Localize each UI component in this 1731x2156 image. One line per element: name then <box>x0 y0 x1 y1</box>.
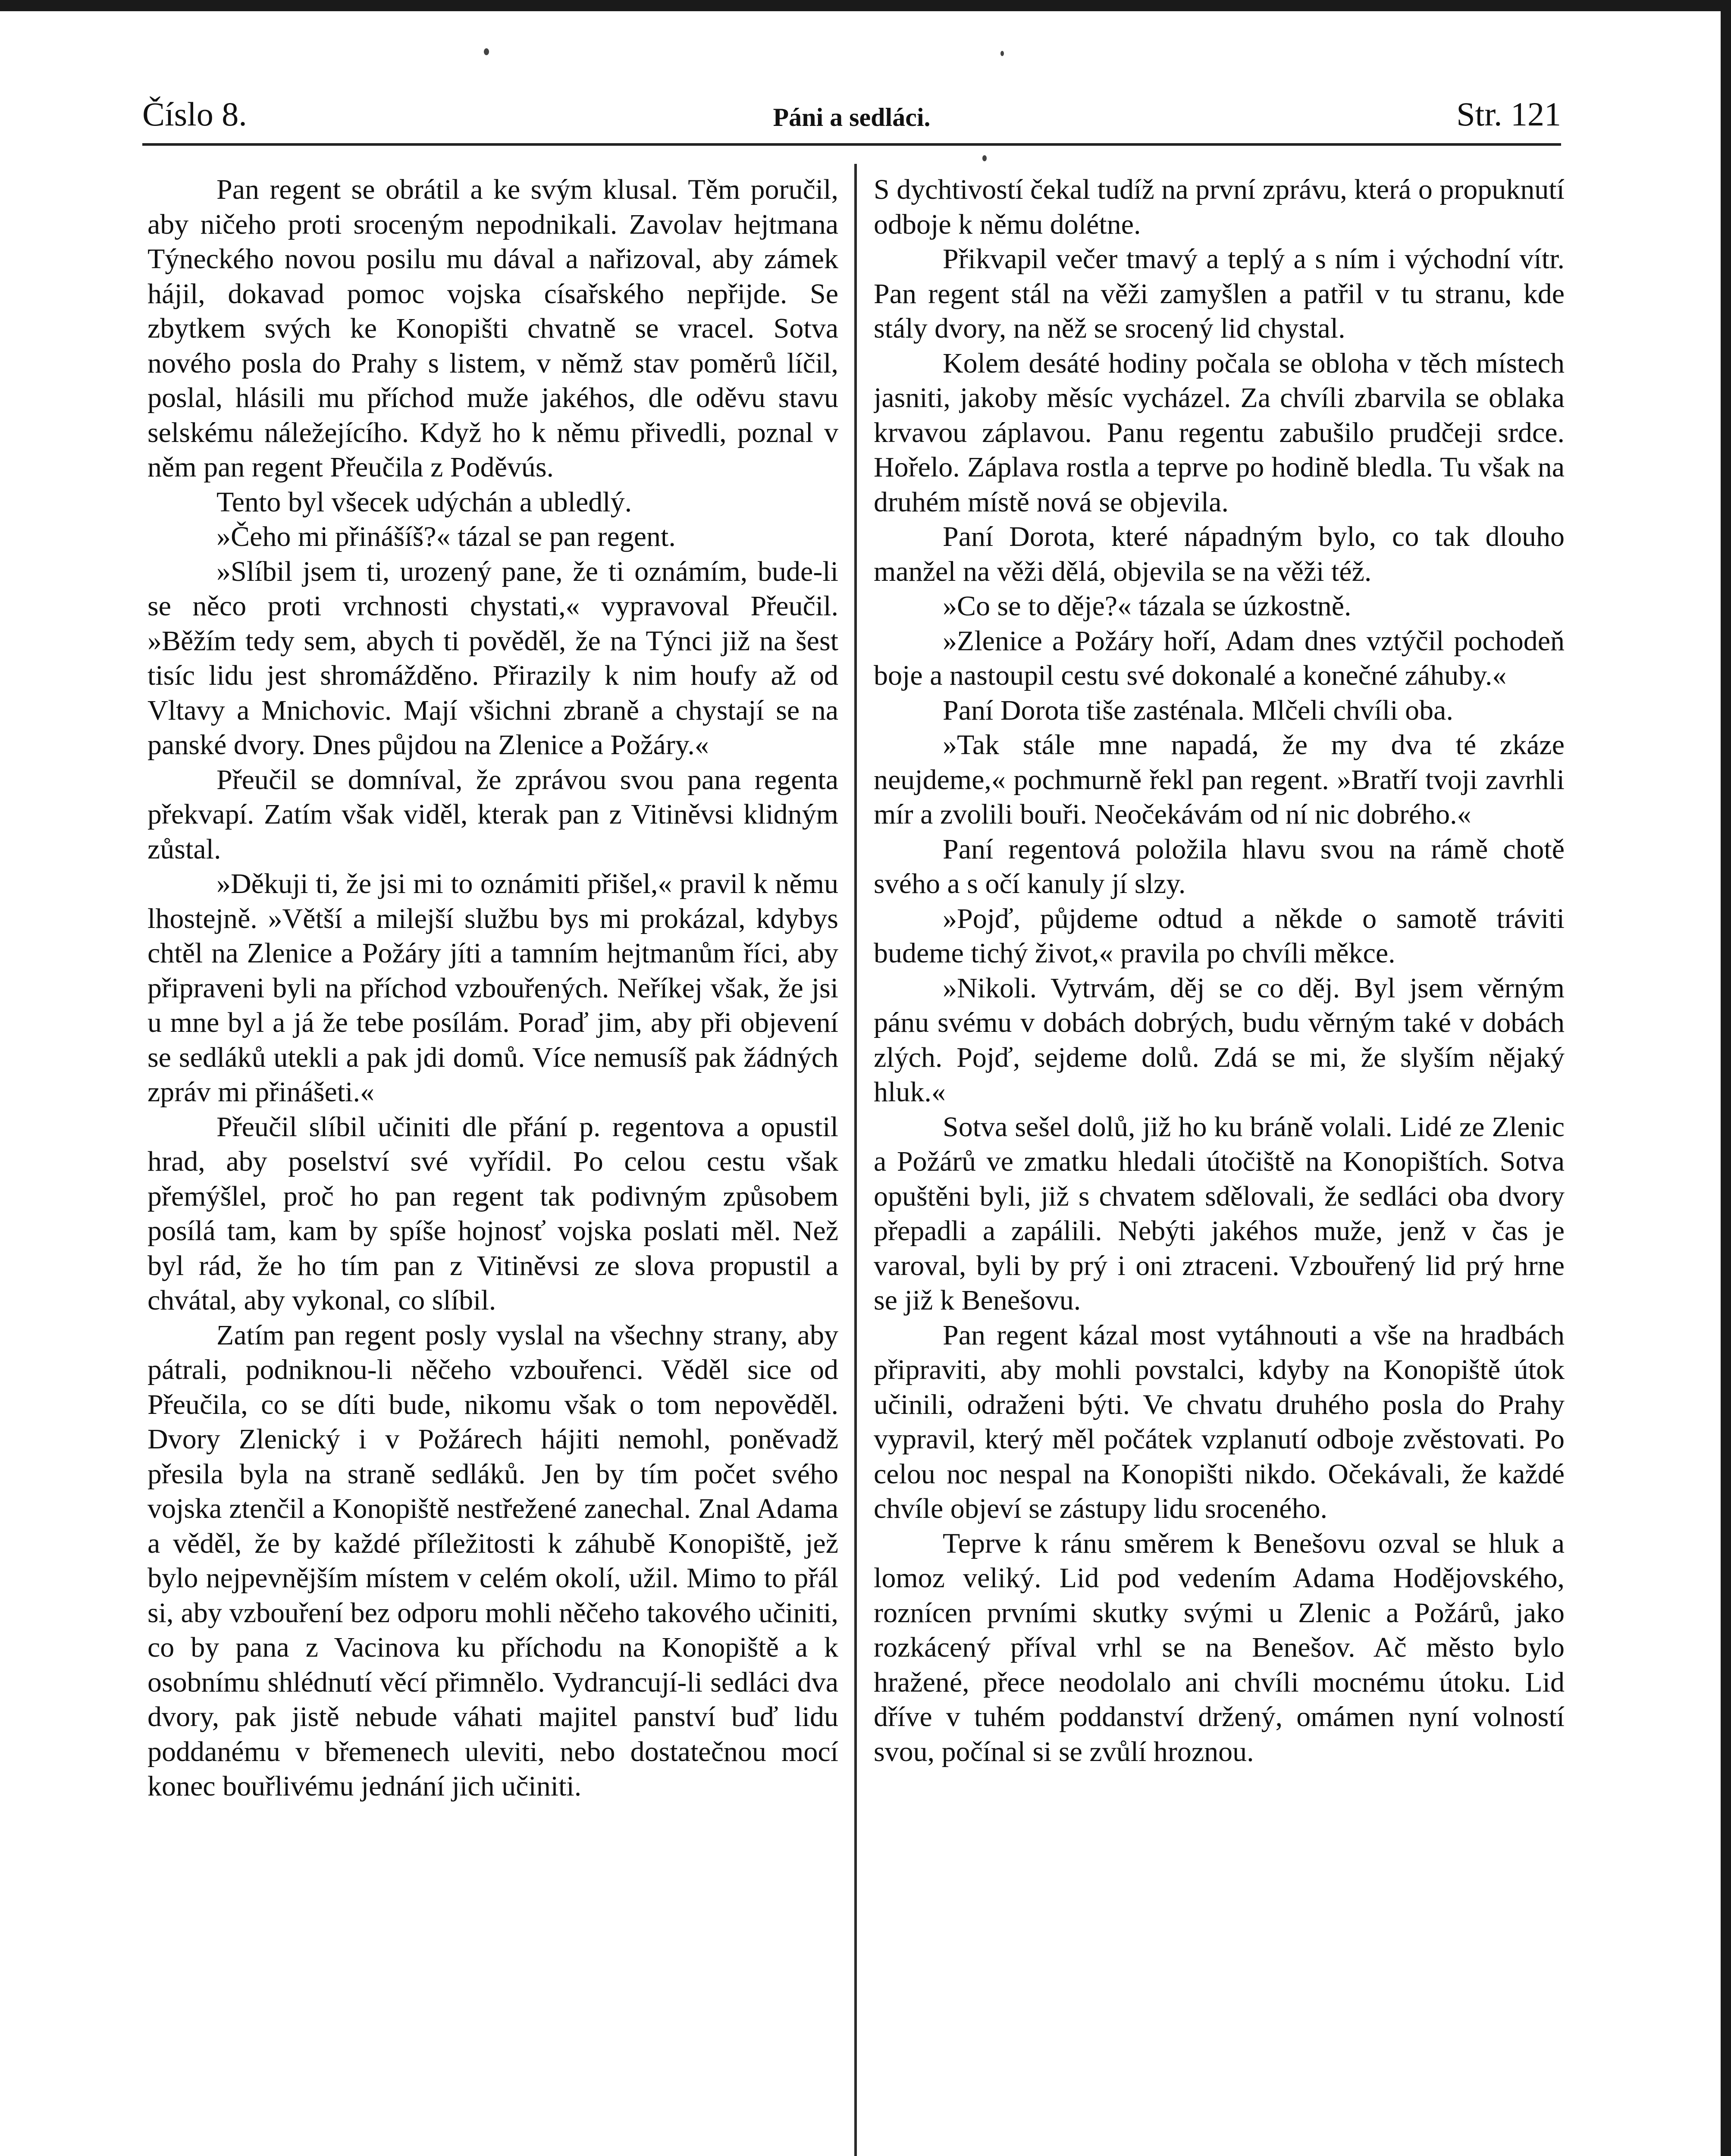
header-rule <box>142 143 1561 146</box>
paragraph: Přeučil slíbil učiniti dle přání p. regentova a opustil hrad, aby poselství své vyřídil. Po celou cestu však přemýšlel, proč ho pan regent tak podivným způsobem posílá tam, kam by spíše hojnosť vojska poslati měl. Než byl rád, že ho tím pan z Vitiněvsi ze slova propustil a chvátal, aby vykonal, co slíbil. <box>147 1111 838 1316</box>
paragraph: »Zlenice a Požáry hoří, Adam dnes vztýčil pochodeň boje a nastoupil cestu své dokonalé a konečné záhuby.« <box>874 625 1565 691</box>
scan-speck <box>1000 51 1004 56</box>
paragraph: »Slíbil jsem ti, urozený pane, že ti oznámím, bude-li se něco proti vrchnosti chystati,« vypravoval Přeučil. »Běžím tedy sem, abych ti pověděl, že na Týnci již na šest tisíc lidu jest shromážděno. Přirazily k nim houfy až od Vltavy a Mnichovic. Mají všichni zbraně a chystají se na panské dvory. Dnes půjdou na Zlenice a Požáry.« <box>147 555 838 761</box>
scan-edge-top <box>0 0 1731 11</box>
page-number: Str. 121 <box>1456 95 1561 133</box>
paragraph: Paní regentová položila hlavu svou na rámě chotě svého a s očí kanuly jí slzy. <box>874 833 1565 899</box>
paragraph: S dychtivostí čekal tudíž na první zprávu, která o propuknutí odboje k němu dolétne. <box>874 174 1565 240</box>
paragraph: Tento byl všecek udýchán a ubledlý. <box>216 486 632 518</box>
paragraph: Paní Dorota, které nápadným bylo, co tak dlouho manžel na věži dělá, objevila se na věži též. <box>874 521 1565 587</box>
paragraph: Přikvapil večer tmavý a teplý a s ním i východní vítr. Pan regent stál na věži zamyšlen a patřil v tu stranu, kde stály dvory, na něž se srocený lid chystal. <box>874 243 1565 344</box>
running-title: Páni a sedláci. <box>773 103 931 132</box>
paragraph: »Co se to děje?« tázala se úzkostně. <box>943 590 1352 622</box>
paragraph: Paní Dorota tiše zasténala. Mlčeli chvíli oba. <box>943 694 1453 726</box>
column-divider <box>854 164 857 2156</box>
paragraph: Zatím pan regent posly vyslal na všechny strany, aby pátrali, podniknou-li něčeho vzbouřenci. Věděl sice od Přeučila, co se díti bude, nikomu však o tom nepověděl. Dvory Zlenický i v Požárech hájiti nemohl, poněvadž přesila byla na straně sedláků. Jen by tím počet svého vojska ztenčil a Konopiště nestřežené zanechal. Znal Adama a věděl, že by každé příležitosti k záhubě Konopiště, jež bylo nejpevnějším místem v celém okolí, užil. Mimo to přál si, aby vzbouření bez odporu mohli něčeho takového učiniti, co by pana z Vacinova ku příchodu na Konopiště a k osobnímu shlédnutí věcí přimnělo. Vydrancují-li sedláci dva dvory, pak jistě nebude váhati majitel panství buď lidu poddanému v břemenech uleviti, nebo dostatečnou mocí konec bouřlivému jednání jich učiniti. <box>147 1319 838 1802</box>
right-column <box>874 172 1565 2156</box>
paragraph: »Děkuji ti, že jsi mi to oznámiti přišel,« pravil k němu lhostejně. »Větší a milejší službu bys mi prokázal, kdybys chtěl na Zlenice a Požáry jíti a tamním hejtmanům říci, aby připraveni byli na příchod vzbouřených. Neříkej však, že jsi u mne byl a já že tebe posílám. Poraď jim, aby při objevení se sedláků utekli a pak jdi domů. Více nemusíš pak žádných zpráv mi přinášeti.« <box>147 868 838 1108</box>
issue-number: Číslo 8. <box>142 95 247 133</box>
paragraph: Kolem desáté hodiny počala se obloha v těch místech jasniti, jakoby měsíc vycházel. Za chvíli zbarvila se oblaka krvavou záplavou. Panu regentu zabušilo prudčeji srdce. Hořelo. Záplava rostla a teprve po hodině bledla. Tu však na druhém místě nová se objevila. <box>874 347 1565 518</box>
paragraph: Pan regent se obrátil a ke svým klusal. Těm poručil, aby ničeho proti sroceným nepodnikali. Zavolav hejtmana Týneckého novou posilu mu dával a nařizoval, aby zámek hájil, dokavad pomoc vojska císařského nepřijde. Se zbytkem svých ke Konopišti chvatně se vracel. Sotva nového posla do Prahy s listem, v němž stav poměrů líčil, poslal, hlásili mu příchod muže jakéhos, dle oděvu stavu selskému náležejícího. Když ho k němu přivedli, poznal v něm pan regent Přeučila z Poděvús. <box>147 174 838 483</box>
paragraph: »Nikoli. Vytrvám, děj se co děj. Byl jsem věrným pánu svému v dobách dobrých, budu věrným také v dobách zlých. Pojď, sejdeme dolů. Zdá se mi, že slyším nějaký hluk.« <box>874 972 1565 1108</box>
scan-speck <box>982 155 987 161</box>
left-column <box>147 172 838 2156</box>
paragraph: Sotva sešel dolů, již ho ku bráně volali. Lidé ze Zlenic a Požárů ve zmatku hledali útočiště na Konopištích. Sotva opuštěni byli, již s chvatem sdělovali, že sedláci oba dvory přepadli a zapálili. Nebýti jakéhos muže, jenž v čas je varoval, byli by prý i oni ztraceni. Vzbouřený lid prý hrne se již k Benešovu. <box>874 1111 1565 1316</box>
paragraph: »Čeho mi přinášíš?« tázal se pan regent. <box>216 521 676 552</box>
scan-edge-right <box>1721 0 1731 2156</box>
paragraph: »Tak stále mne napadá, že my dva té zkáze neujdeme,« pochmurně řekl pan regent. »Bratří tvoji zavrhli mír a zvolili bouři. Neočekávám od ní nic dobrého.« <box>874 729 1565 830</box>
paragraph: Přeučil se domníval, že zprávou svou pana regenta překvapí. Zatím však viděl, kterak pan z Vitiněvsi klidným zůstal. <box>147 764 838 865</box>
paragraph: Teprve k ránu směrem k Benešovu ozval se hluk a lomoz veliký. Lid pod vedením Adama Hodějovského, roznícen prvními skutky svými u Zlenic a Požárů, jako rozkácený příval vrhl se na Benešov. Ač město bylo hražené, přece neodolalo ani chvíli mocnému útoku. Lid dříve v tuhém poddanství držený, omámen nyní volností svou, počínal si se zvůlí hroznou. <box>874 1527 1565 1767</box>
paragraph: »Pojď, půjdeme odtud a někde o samotě tráviti budeme tichý život,« pravila po chvíli měkce. <box>874 903 1565 969</box>
running-header <box>142 91 1561 138</box>
scan-speck <box>484 48 489 55</box>
paragraph: Pan regent kázal most vytáhnouti a vše na hradbách připraviti, aby mohli povstalci, kdyby na Konopiště útok učinili, odraženi býti. Ve chvatu druhého posla do Prahy vypravil, který měl počátek vzplanutí odboje zvěstovati. Po celou noc nespal na Konopišti nikdo. Očekávali, že každé chvíle objeví se zástupy lidu sroceného. <box>874 1319 1565 1524</box>
